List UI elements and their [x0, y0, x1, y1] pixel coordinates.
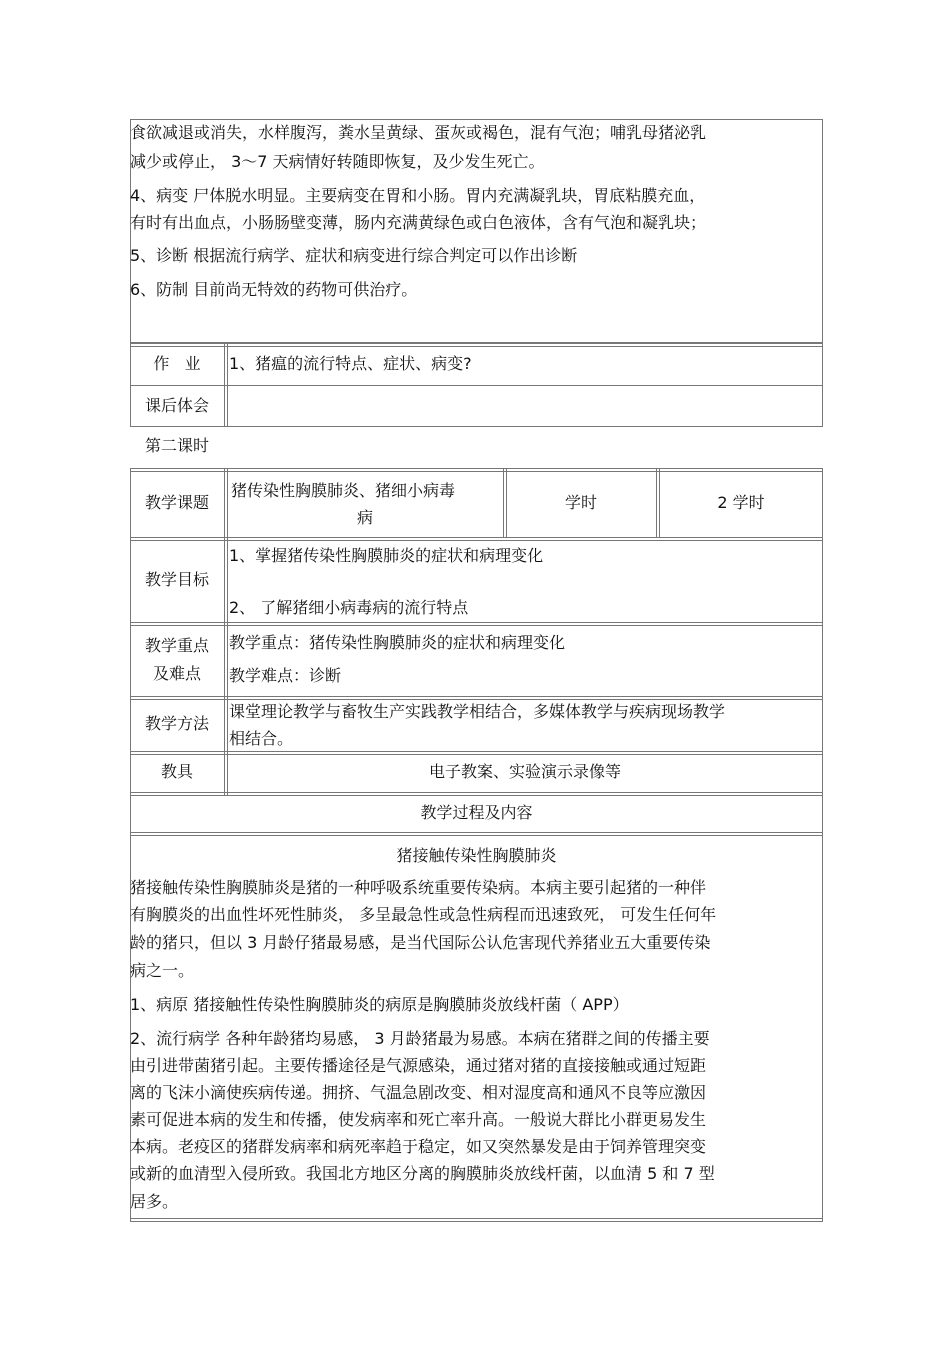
- content-line: 猪接触传染性胸膜肺炎是猪的一种呼吸系统重要传染病。本病主要引起猪的一种伴: [130, 878, 707, 897]
- goal-item: 2、 了解猪细小病毒病的流行特点: [229, 598, 469, 617]
- table-divider: [656, 468, 657, 537]
- content-line: 或新的血清型入侵所致。我国北方地区分离的胸膜肺炎放线杆菌，以血清 5 和 7 型: [130, 1164, 715, 1183]
- content-line: 居多。: [130, 1192, 179, 1211]
- difficulty: 教学难点：诊断: [229, 666, 342, 685]
- table-divider: [130, 625, 823, 626]
- content-line: 龄的猪只，但以 3 月龄仔猪最易感，是当代国际公认危害现代养猪业五大重要传染: [130, 933, 711, 952]
- method-label: 教学方法: [144, 714, 209, 733]
- topic-value: 猪传染性胸膜肺炎、猪细小病毒: [231, 481, 456, 500]
- content-line: 由引进带菌猪引起。主要传播途径是气源感染，通过猪对猪的直接接触或通过短距: [130, 1056, 707, 1075]
- section1-line: 减少或停止， 3～7 天病情好转随即恢复，及少发生死亡。: [130, 152, 545, 171]
- table-divider: [130, 1218, 823, 1219]
- content-line: 1、病原 猪接触性传染性胸膜肺炎的病原是胸膜肺炎放线杆菌（ APP）: [130, 995, 629, 1014]
- table-divider: [130, 346, 823, 347]
- content-line: 离的飞沫小滴使疾病传递。拥挤、气温急剧改变、相对湿度高和通风不良等应激因: [130, 1083, 707, 1102]
- content-line: 本病。老疫区的猪群发病率和病死率趋于稳定，如又突然暴发是由于饲养管理突变: [130, 1137, 707, 1156]
- table-divider: [130, 540, 823, 541]
- table-divider: [130, 537, 823, 538]
- table-divider: [130, 696, 823, 697]
- hours-label: 学时: [564, 493, 597, 512]
- goal-item: 1、掌握猪传染性胸膜肺炎的症状和病理变化: [229, 546, 544, 565]
- homework-value: 1、猪瘟的流行特点、症状、病变?: [229, 354, 472, 373]
- process-label: 教学过程及内容: [420, 803, 533, 822]
- table-divider: [130, 792, 823, 793]
- content-line: 素可促进本病的发生和传播，使发病率和死亡率升高。一般说大群比小群更易发生: [130, 1110, 707, 1129]
- tools-label: 教具: [160, 762, 193, 781]
- method-value: 相结合。: [229, 729, 294, 748]
- table-divider: [130, 754, 823, 755]
- topic-label: 教学课题: [144, 493, 209, 512]
- table-divider: [130, 751, 823, 752]
- section1-line: 4、病变 尸体脱水明显。主要病变在胃和小肠。胃内充满凝乳块，胃底粘膜充血，: [130, 186, 706, 205]
- lesson-plan-table: [130, 468, 823, 1222]
- tools-value: 电子教案、实验演示录像等: [428, 762, 621, 781]
- table-divider: [130, 385, 823, 386]
- content-line: 有胸膜炎的出血性坏死性肺炎， 多呈最急性或急性病程而迅速致死， 可发生任何年: [130, 905, 717, 924]
- homework-label: 作 业: [153, 354, 201, 373]
- reflection-label: 课后体会: [144, 396, 209, 415]
- section1-line: 5、诊断 根据流行病学、症状和病变进行综合判定可以作出诊断: [130, 246, 578, 265]
- table-divider: [130, 795, 823, 796]
- key-point: 教学重点：猪传染性胸膜肺炎的症状和病理变化: [229, 633, 566, 652]
- hours-value: 2 学时: [717, 493, 765, 512]
- table-divider: [130, 622, 823, 623]
- goal-label: 教学目标: [144, 570, 209, 589]
- key-label: 及难点: [152, 664, 201, 683]
- section1-line: 6、防制 目前尚无特效的药物可供治疗。: [130, 280, 418, 299]
- method-value: 课堂理论教学与畜牧生产实践教学相结合，多媒体教学与疾病现场教学: [229, 702, 726, 721]
- table-divider: [130, 471, 823, 472]
- key-label: 教学重点: [144, 636, 209, 655]
- table-divider: [503, 468, 504, 537]
- section1-line: 有时有出血点，小肠肠壁变薄，肠内充满黄绿色或白色液体，含有气泡和凝乳块；: [130, 213, 707, 232]
- content-line: 2、流行病学 各种年龄猪均易感， 3 月龄猪最为易感。本病在猪群之间的传播主要: [130, 1029, 710, 1048]
- table-divider: [224, 468, 225, 795]
- topic-value: 病: [356, 508, 373, 527]
- second-lesson-title: 第二课时: [145, 436, 210, 455]
- table-divider: [130, 835, 823, 836]
- table-divider: [130, 699, 823, 700]
- content-line: 病之一。: [130, 961, 195, 980]
- content-title: 猪接触传染性胸膜肺炎: [396, 846, 557, 865]
- table-divider: [130, 832, 823, 833]
- section1-line: 食欲减退或消失，水样腹泻，粪水呈黄绿、蛋灰或褐色，混有气泡；哺乳母猪泌乳: [130, 123, 707, 142]
